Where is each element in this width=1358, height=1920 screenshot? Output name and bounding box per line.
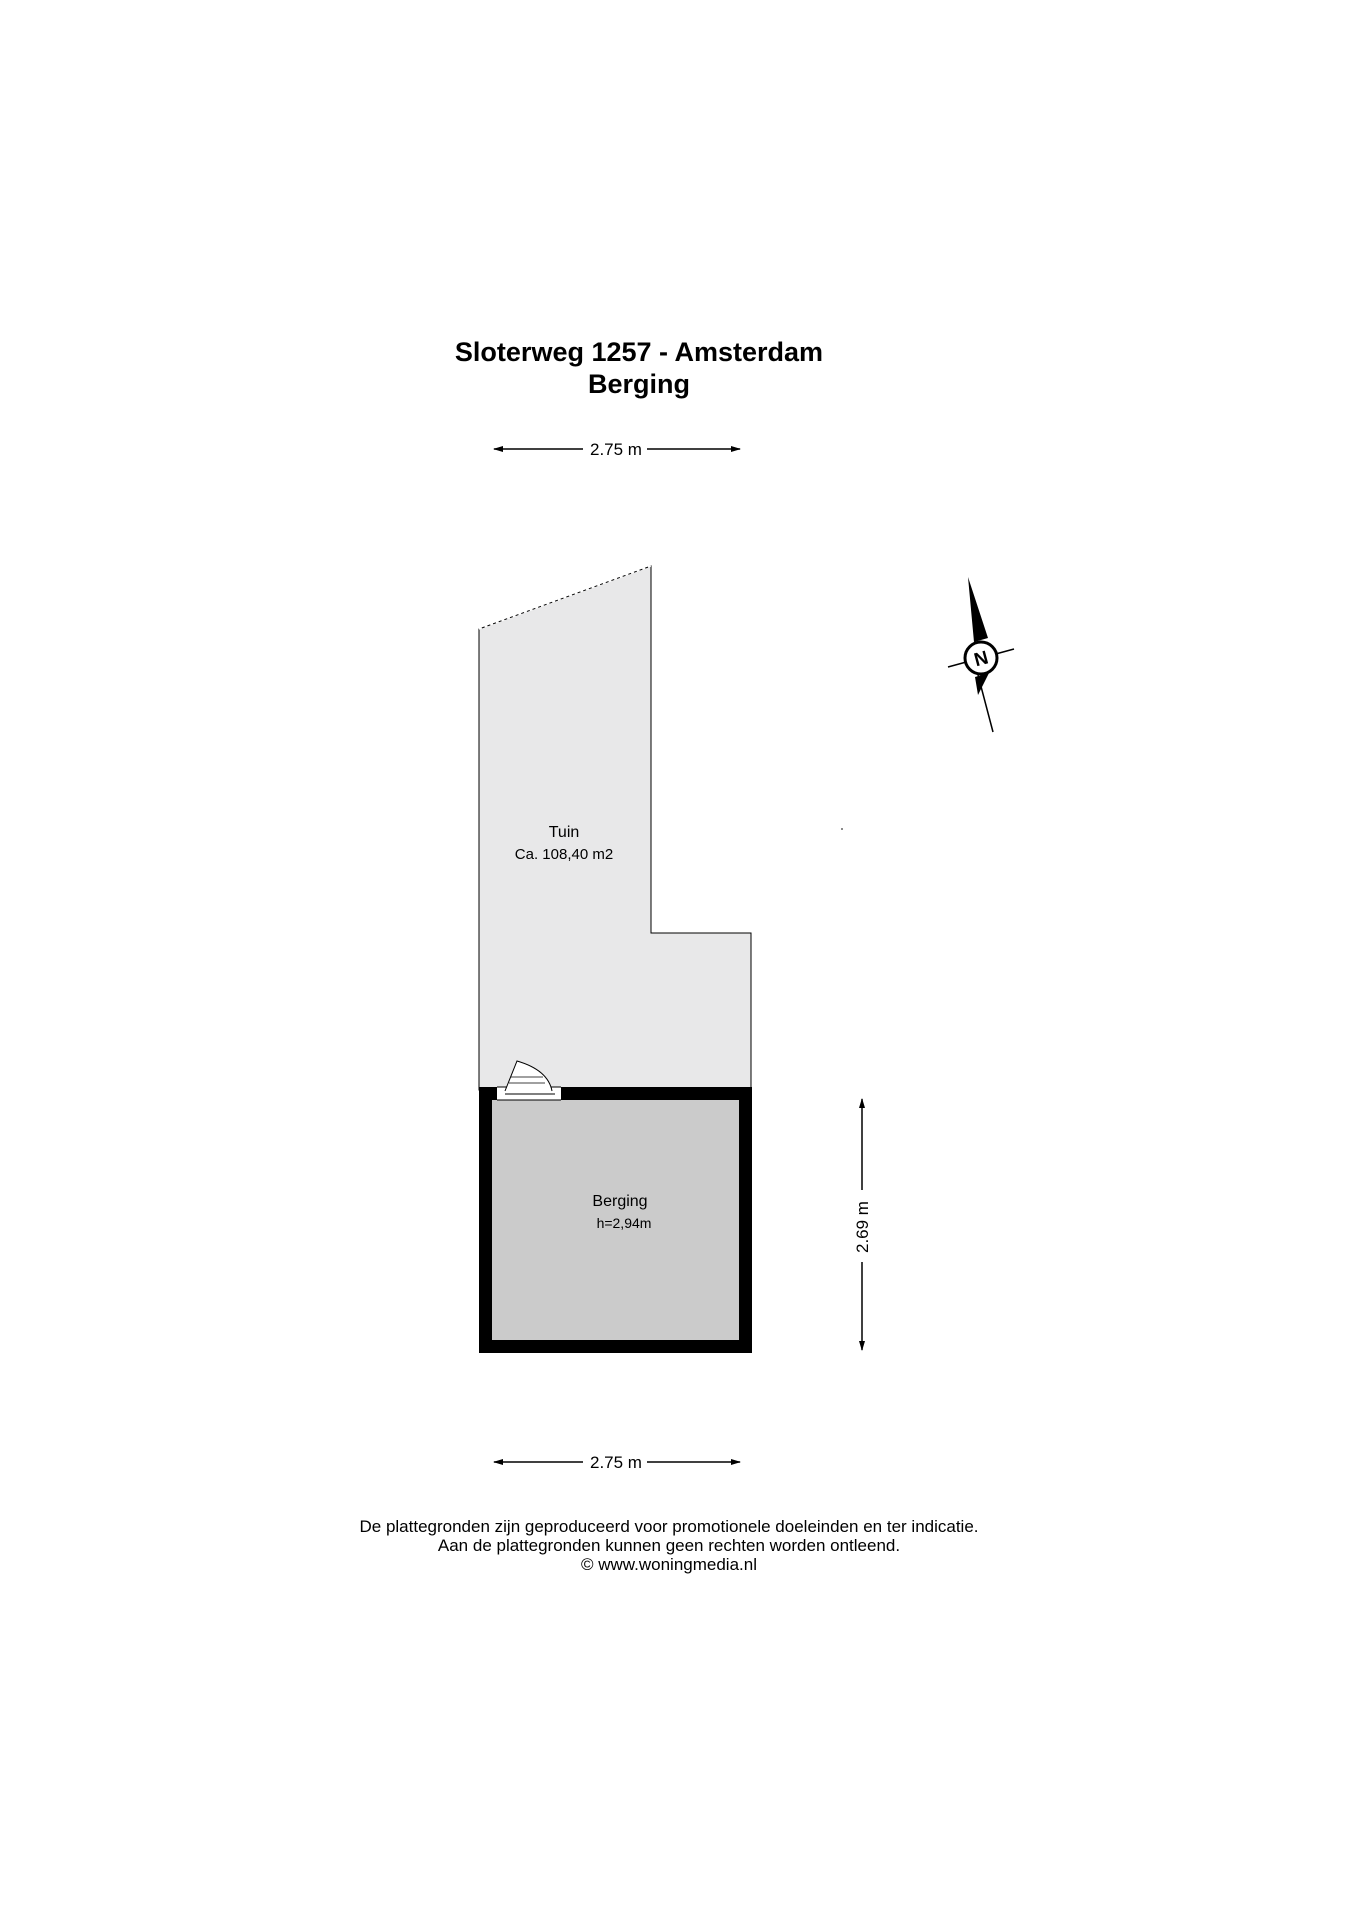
storage-name: Berging xyxy=(592,1193,648,1210)
compass-rose-icon xyxy=(948,577,1014,732)
right-height-dimension xyxy=(853,1099,872,1350)
address-title: Sloterweg 1257 - Amsterdam xyxy=(454,337,824,367)
garden-area xyxy=(479,566,751,1090)
disclaimer-line-1: De plattegronden zijn geproduceerd voor promotionele doeleinden en ter indicatie. xyxy=(359,1517,979,1536)
disclaimer-line-2: Aan de plattegronden kunnen geen rechten worden ontleend. xyxy=(437,1536,901,1555)
garden-area-label: Ca. 108,40 m2 xyxy=(514,846,614,863)
top-width-dimension xyxy=(494,440,740,459)
right-height-label: 2.69 m xyxy=(853,1201,872,1253)
copyright-line: © www.woningmedia.nl xyxy=(581,1555,757,1574)
storage-height: h=2,94m xyxy=(596,1215,652,1231)
disclaimer-block xyxy=(0,1517,1338,1574)
bottom-width-dimension xyxy=(494,1453,740,1472)
compass-north-label: N xyxy=(972,647,991,672)
top-width-label: 2.75 m xyxy=(590,440,642,459)
bottom-width-label: 2.75 m xyxy=(590,1453,642,1472)
garden-name: Tuin xyxy=(548,824,580,841)
floor-title: Berging xyxy=(587,369,690,399)
stray-dot xyxy=(841,828,843,830)
